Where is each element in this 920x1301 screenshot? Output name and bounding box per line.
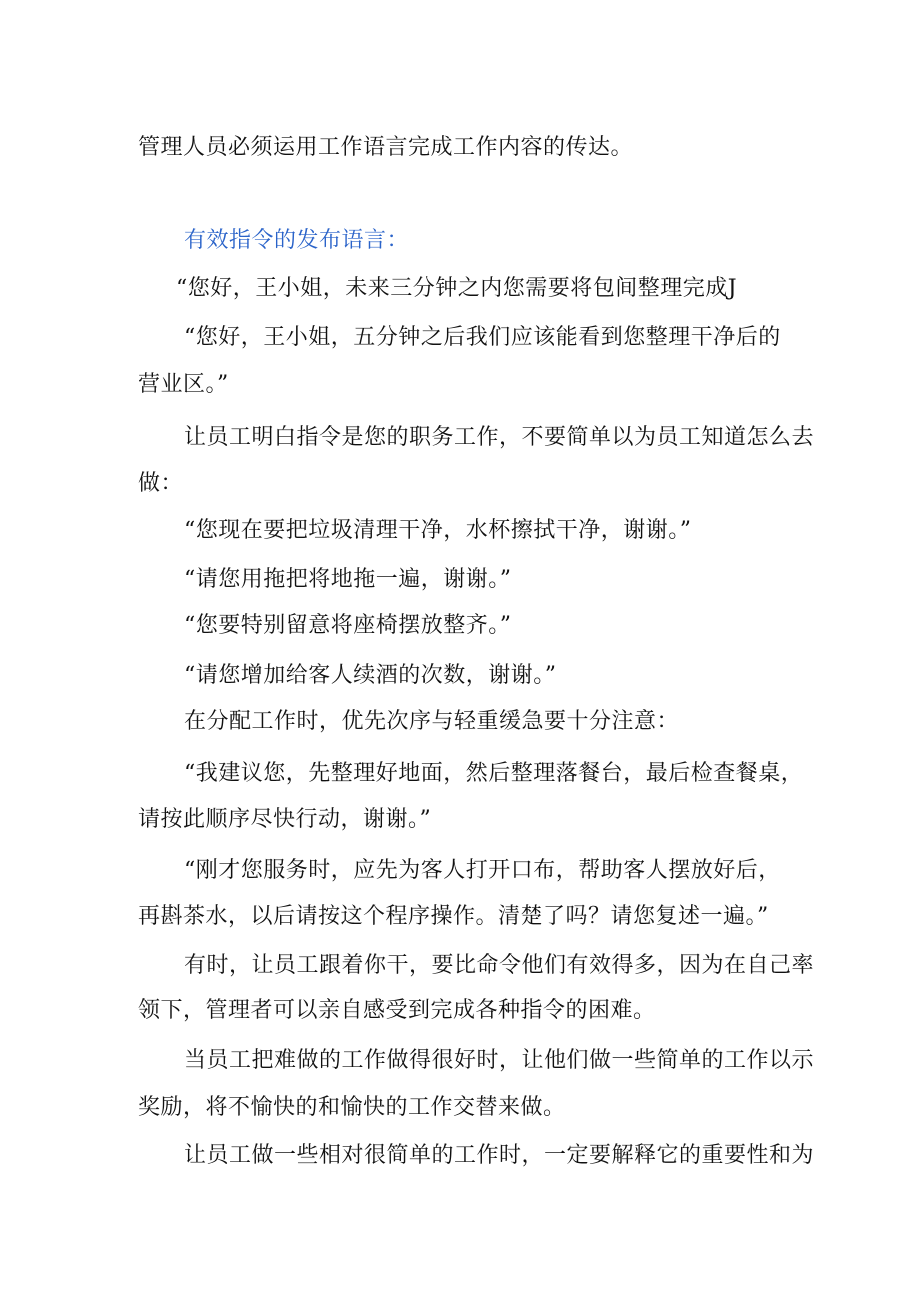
quote-line: 再斟茶水，以后请按这个程序操作。清楚了吗？请您复述一遍。” (138, 904, 769, 929)
paragraph-line: 领下，管理者可以亲自感受到完成各种指令的困难。 (138, 998, 656, 1023)
paragraph-line: 当员工把难做的工作做得很好时，让他们做一些简单的工作以示 (184, 1048, 815, 1073)
quote-line: “刚才您服务时，应先为客人打开口布，帮助客人摆放好后， (184, 858, 781, 883)
quote-line: “我建议您，先整理好地面，然后整理落餐台，最后检查餐桌， (184, 761, 804, 786)
paragraph-line: 让员工做一些相对很简单的工作时，一定要解释它的重要性和为 (184, 1143, 815, 1168)
paragraph-line: 奖励，将不愉快的和愉快的工作交替来做。 (138, 1095, 566, 1120)
quote-line: “请您用拖把将地拖一遍，谢谢。” (184, 567, 512, 592)
paragraph-line: 管理人员必须运用工作语言完成工作内容的传达。 (138, 135, 634, 160)
quote-line: “您要特别留意将座椅摆放整齐。” (184, 613, 512, 638)
quote-line: “您现在要把垃圾清理干净，水杯擦拭干净，谢谢。” (184, 518, 692, 543)
paragraph-line: 有时，让员工跟着你干，要比命令他们有效得多，因为在自己率 (184, 953, 815, 978)
paragraph-line: 做： (138, 471, 184, 496)
paragraph-line: 让员工明白指令是您的职务工作，不要简单以为员工知道怎么去 (184, 425, 815, 450)
quote-line: “您好，王小姐，五分钟之后我们应该能看到您整理干净后的 (184, 325, 781, 350)
paragraph-line: 在分配工作时，优先次序与轻重缓急要十分注意： (184, 709, 680, 734)
quote-line: 请按此顺序尽快行动，谢谢。” (138, 807, 432, 832)
quote-line: 营业区。” (138, 372, 229, 397)
section-heading: 有效指令的发布语言： (184, 228, 410, 253)
quote-line: “请您增加给客人续酒的次数，谢谢。” (184, 663, 557, 688)
quote-line: “您好，王小姐，未来三分钟之内您需要将包间整理完成J (176, 276, 738, 301)
